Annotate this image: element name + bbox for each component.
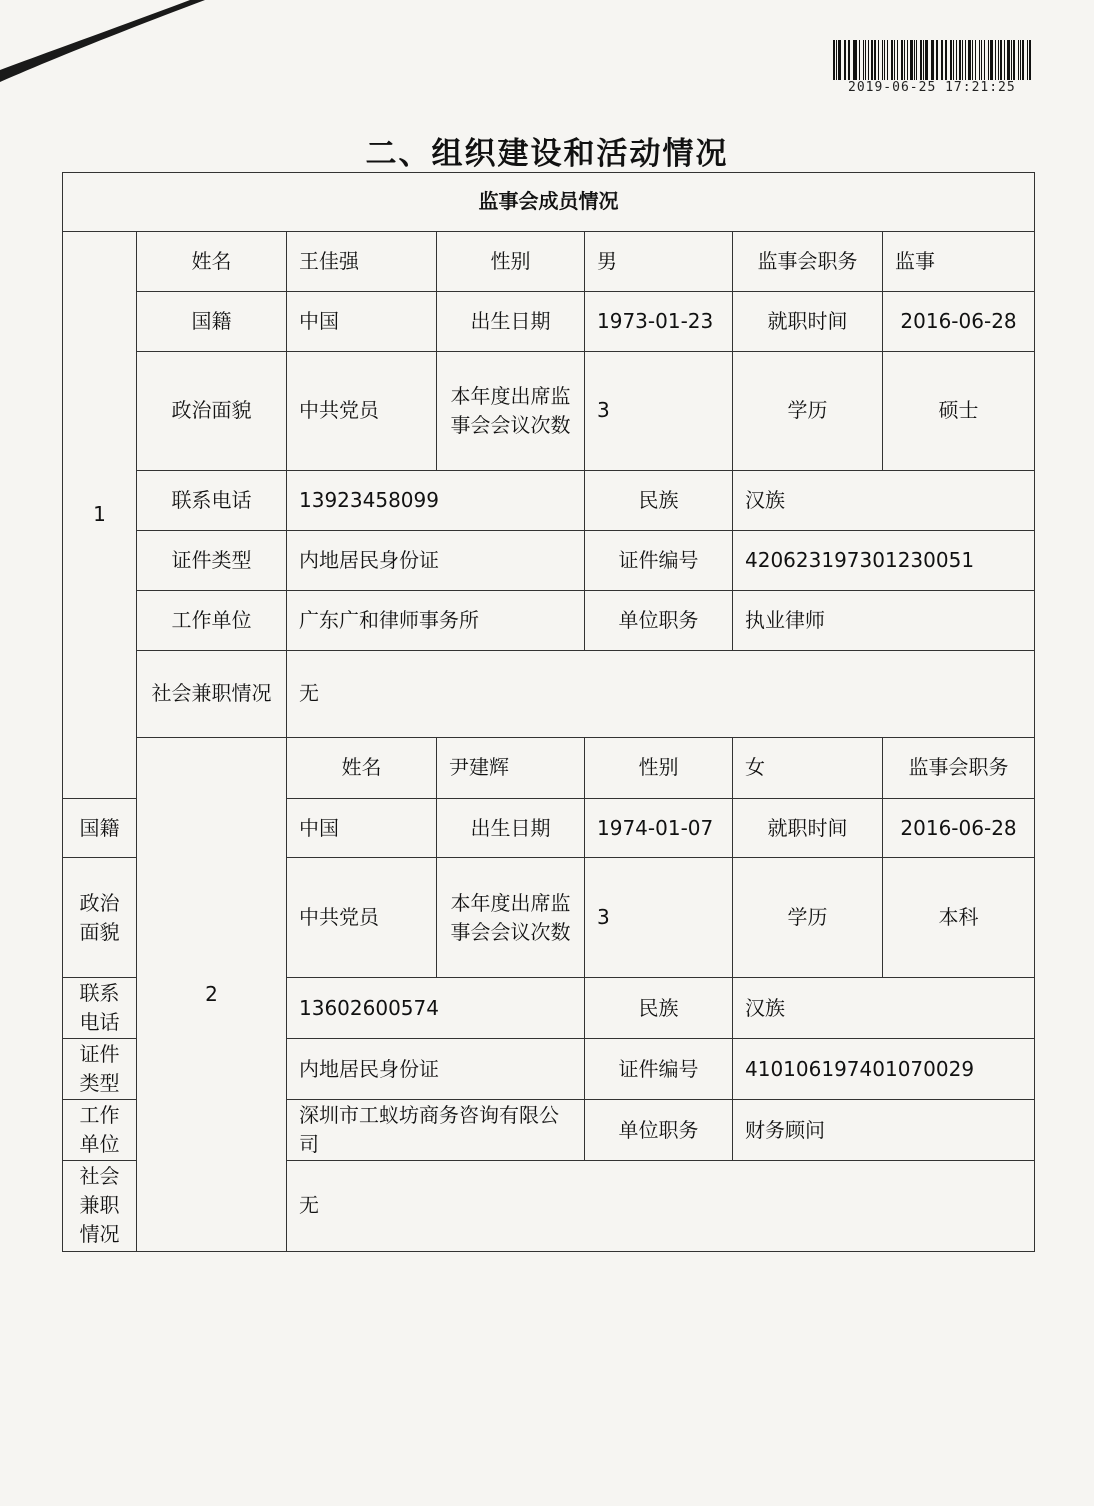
member-attendance: 3 <box>585 858 733 978</box>
member-start-date: 2016-06-28 <box>883 798 1035 858</box>
barcode-bar <box>891 40 893 80</box>
barcode-bar <box>878 40 879 80</box>
barcode-bar <box>901 40 903 80</box>
member-row-nationality <box>63 291 1035 351</box>
member-nationality: 中国 <box>287 291 437 351</box>
section-title-row <box>63 173 1035 232</box>
barcode-bar <box>972 40 974 80</box>
barcode-bar <box>887 40 888 80</box>
barcode-bar <box>962 40 963 80</box>
barcode-bar <box>844 40 845 80</box>
barcode-bar <box>871 40 873 80</box>
barcode-bar <box>854 40 856 80</box>
label-nationality: 国籍 <box>137 291 287 351</box>
label-birth-date: 出生日期 <box>437 291 585 351</box>
barcode-bar <box>1011 40 1012 80</box>
member-position: 监事 <box>883 231 1035 291</box>
label-position: 监事会职务 <box>883 737 1035 798</box>
barcode-bar <box>950 40 952 80</box>
barcode-bar <box>897 40 899 80</box>
barcode-bar <box>859 40 861 80</box>
member-ethnicity: 汉族 <box>733 978 1035 1039</box>
barcode-bar <box>853 40 854 80</box>
barcode-bar <box>914 40 915 80</box>
member-id-type: 内地居民身份证 <box>287 1039 585 1100</box>
barcode-bar <box>945 40 947 80</box>
member-phone: 13923458099 <box>287 471 585 531</box>
member-job-title: 执业律师 <box>733 591 1035 651</box>
label-ethnicity: 民族 <box>585 978 733 1039</box>
member-employer: 深圳市工蚁坊商务咨询有限公司 <box>287 1100 585 1161</box>
section-title: 监事会成员情况 <box>63 173 1035 232</box>
barcode-bar <box>1022 40 1024 80</box>
barcode-bar <box>936 40 938 80</box>
barcode-bar <box>836 40 837 80</box>
label-id-type: 证件类型 <box>63 1039 137 1100</box>
member-political: 中共党员 <box>287 351 437 471</box>
label-nationality: 国籍 <box>63 798 137 858</box>
member-name: 王佳强 <box>287 231 437 291</box>
label-id-number: 证件编号 <box>585 1039 733 1100</box>
member-part-time: 无 <box>287 650 1035 737</box>
member-row-id-type <box>63 531 1035 591</box>
member-phone: 13602600574 <box>287 978 585 1039</box>
label-attendance: 本年度出席监事会会议次数 <box>437 351 585 471</box>
barcode-bar <box>1013 40 1015 80</box>
barcode-bar <box>838 40 840 80</box>
label-gender: 性别 <box>585 737 733 798</box>
barcode-bar <box>907 40 908 80</box>
barcode-bar <box>865 40 866 80</box>
member-row-political <box>63 351 1035 471</box>
member-gender: 男 <box>585 231 733 291</box>
member-political: 中共党员 <box>287 858 437 978</box>
member-employer: 广东广和律师事务所 <box>287 591 585 651</box>
page-title: 二、组织建设和活动情况 <box>365 136 729 172</box>
label-employer: 工作单位 <box>63 1100 137 1161</box>
member-id-number: 420623197301230051 <box>733 531 1035 591</box>
member-index: 2 <box>137 737 287 1251</box>
member-birth-date: 1973-01-23 <box>585 291 733 351</box>
member-row-phone <box>63 471 1035 531</box>
barcode-bar <box>1029 40 1031 80</box>
barcode-bar <box>882 40 884 80</box>
barcode-bar <box>984 40 985 80</box>
barcode-bar <box>1000 40 1002 80</box>
member-attendance: 3 <box>585 351 733 471</box>
member-row-part-time <box>63 650 1035 737</box>
barcode-bar <box>884 40 885 80</box>
label-part-time: 社会兼职情况 <box>137 650 287 737</box>
barcode-bar <box>833 40 835 80</box>
label-ethnicity: 民族 <box>585 471 733 531</box>
barcode-bar <box>1004 40 1005 80</box>
member-index: 1 <box>63 231 137 798</box>
label-id-number: 证件编号 <box>585 531 733 591</box>
label-political: 政治面貌 <box>63 858 137 978</box>
member-row-name <box>63 737 1035 798</box>
member-start-date: 2016-06-28 <box>883 291 1035 351</box>
member-name: 尹建辉 <box>437 737 585 798</box>
label-education: 学历 <box>733 351 883 471</box>
barcode-bar <box>923 40 924 80</box>
label-birth-date: 出生日期 <box>437 798 585 858</box>
barcode-bar <box>845 40 846 80</box>
label-phone: 联系电话 <box>137 471 287 531</box>
barcode-bar <box>894 40 895 80</box>
barcode-bar <box>932 40 934 80</box>
label-job-title: 单位职务 <box>585 591 733 651</box>
barcode-bar <box>848 40 850 80</box>
member-education: 硕士 <box>883 351 1035 471</box>
barcode-bar <box>931 40 932 80</box>
barcode-bar <box>941 40 942 80</box>
barcode-bar <box>868 40 869 80</box>
label-employer: 工作单位 <box>137 591 287 651</box>
barcode-bar <box>874 40 876 80</box>
member-nationality: 中国 <box>287 798 437 858</box>
label-political: 政治面貌 <box>137 351 287 471</box>
barcode-bar <box>1027 40 1028 80</box>
label-education: 学历 <box>733 858 883 978</box>
label-name: 姓名 <box>137 231 287 291</box>
barcode-bar <box>863 40 864 80</box>
label-name: 姓名 <box>287 737 437 798</box>
barcode-bar <box>995 40 996 80</box>
barcode-bar <box>959 40 961 80</box>
barcode-bar <box>920 40 922 80</box>
member-birth-date: 1974-01-07 <box>585 798 733 858</box>
label-phone: 联系电话 <box>63 978 137 1039</box>
barcode-bar <box>956 40 957 80</box>
label-start-date: 就职时间 <box>733 798 883 858</box>
member-education: 本科 <box>883 858 1035 978</box>
member-gender: 女 <box>733 737 883 798</box>
member-row-name <box>63 231 1035 291</box>
member-ethnicity: 汉族 <box>733 471 1035 531</box>
label-id-type: 证件类型 <box>137 531 287 591</box>
barcode-bar <box>904 40 905 80</box>
barcode-bar <box>1007 40 1009 80</box>
barcode-bar <box>990 40 992 80</box>
barcode-bar <box>981 40 982 80</box>
barcode-bar <box>965 40 966 80</box>
barcode-bar <box>910 40 912 80</box>
label-part-time: 社会兼职情况 <box>63 1160 137 1251</box>
barcode-bar <box>975 40 976 80</box>
barcode-bar <box>942 40 943 80</box>
barcode-bar <box>1020 40 1021 80</box>
barcode-bar <box>968 40 970 80</box>
label-job-title: 单位职务 <box>585 1100 733 1161</box>
member-id-type: 内地居民身份证 <box>287 531 585 591</box>
label-start-date: 就职时间 <box>733 291 883 351</box>
member-job-title: 财务顾问 <box>733 1100 1035 1161</box>
barcode-bar <box>998 40 999 80</box>
member-row-employer <box>63 591 1035 651</box>
label-gender: 性别 <box>437 231 585 291</box>
supervisory-board-table <box>62 172 1035 1252</box>
barcode-timestamp: 2019-06-25 17:21:25 <box>848 80 1016 95</box>
label-attendance: 本年度出席监事会会议次数 <box>437 858 585 978</box>
barcode-bar <box>925 40 927 80</box>
member-id-number: 410106197401070029 <box>733 1039 1035 1100</box>
barcode-bar <box>916 40 917 80</box>
barcode-bar <box>988 40 990 80</box>
barcode-bar <box>953 40 954 80</box>
label-position: 监事会职务 <box>733 231 883 291</box>
barcode <box>833 40 1033 80</box>
barcode-bar <box>1018 40 1019 80</box>
member-part-time: 无 <box>287 1160 1035 1251</box>
barcode-bar <box>979 40 981 80</box>
